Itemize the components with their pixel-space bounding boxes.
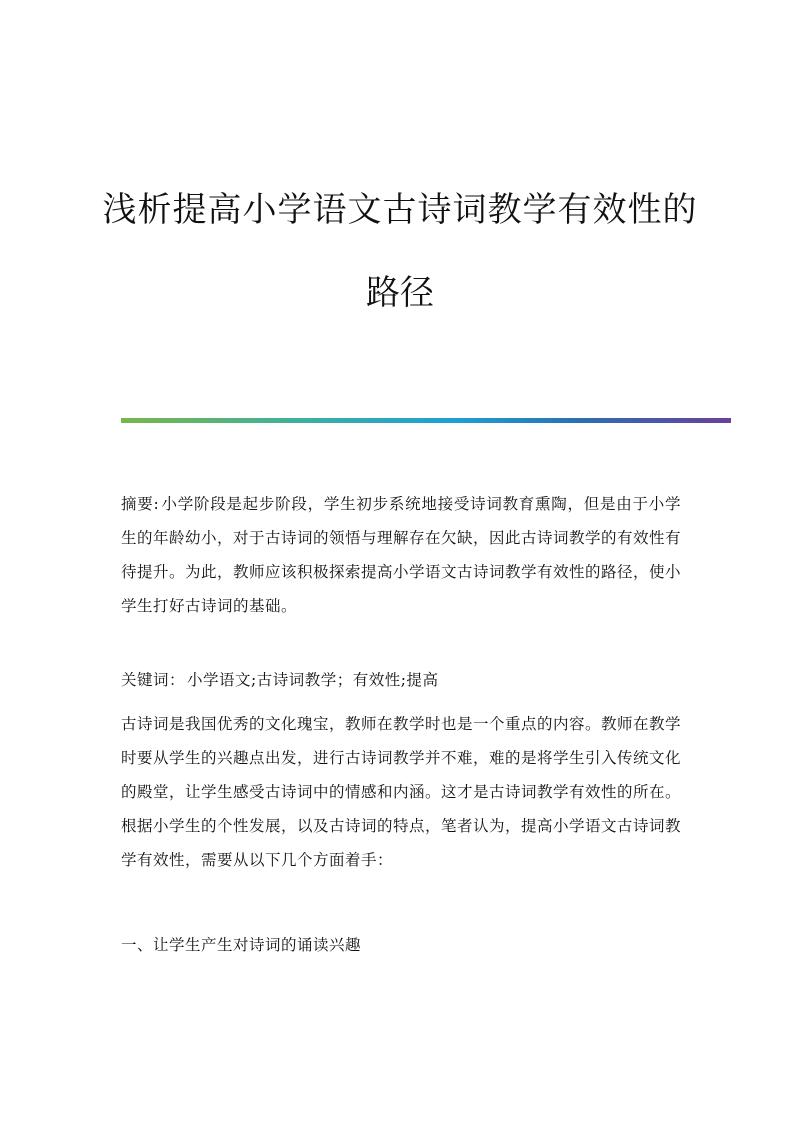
document-title-line-1: 浅析提高小学语文古诗词教学有效性的 bbox=[102, 190, 698, 230]
abstract-text: 小学阶段是起步阶段，学生初步系统地接受诗词教育熏陶，但是由于小学生的年龄幼小，对于古诗词的领悟与理解存在欠缺，因此古诗词教学的有效性有待提升。为此，教师应该积极探索提高小学语文古诗词教学有效性的路径，使小学生打好古诗词的基础。 bbox=[121, 495, 682, 615]
keywords-label: 关键词： bbox=[121, 671, 186, 689]
title-divider bbox=[121, 418, 731, 423]
abstract-paragraph bbox=[121, 487, 681, 623]
keywords-line bbox=[121, 663, 681, 697]
intro-paragraph: 古诗词是我国优秀的文化瑰宝，教师在教学时也是一个重点的内容。教师在教学时要从学生的兴趣点出发，进行古诗词教学并不难，难的是将学生引入传统文化的殿堂，让学生感受古诗词中的情感和内涵。这才是古诗词教学有效性的所在。根据小学生的个性发展，以及古诗词的特点，笔者认为，提高小学语文古诗词教学有效性，需要从以下几个方面着手： bbox=[121, 715, 682, 869]
keywords-text: 小学语文;古诗词教学；有效性;提高 bbox=[187, 671, 439, 689]
document-title-line-2: 路径 bbox=[366, 273, 434, 313]
section-heading: 一、让学生产生对诗词的诵读兴趣 bbox=[121, 936, 362, 954]
abstract-label: 摘要: bbox=[121, 495, 160, 513]
